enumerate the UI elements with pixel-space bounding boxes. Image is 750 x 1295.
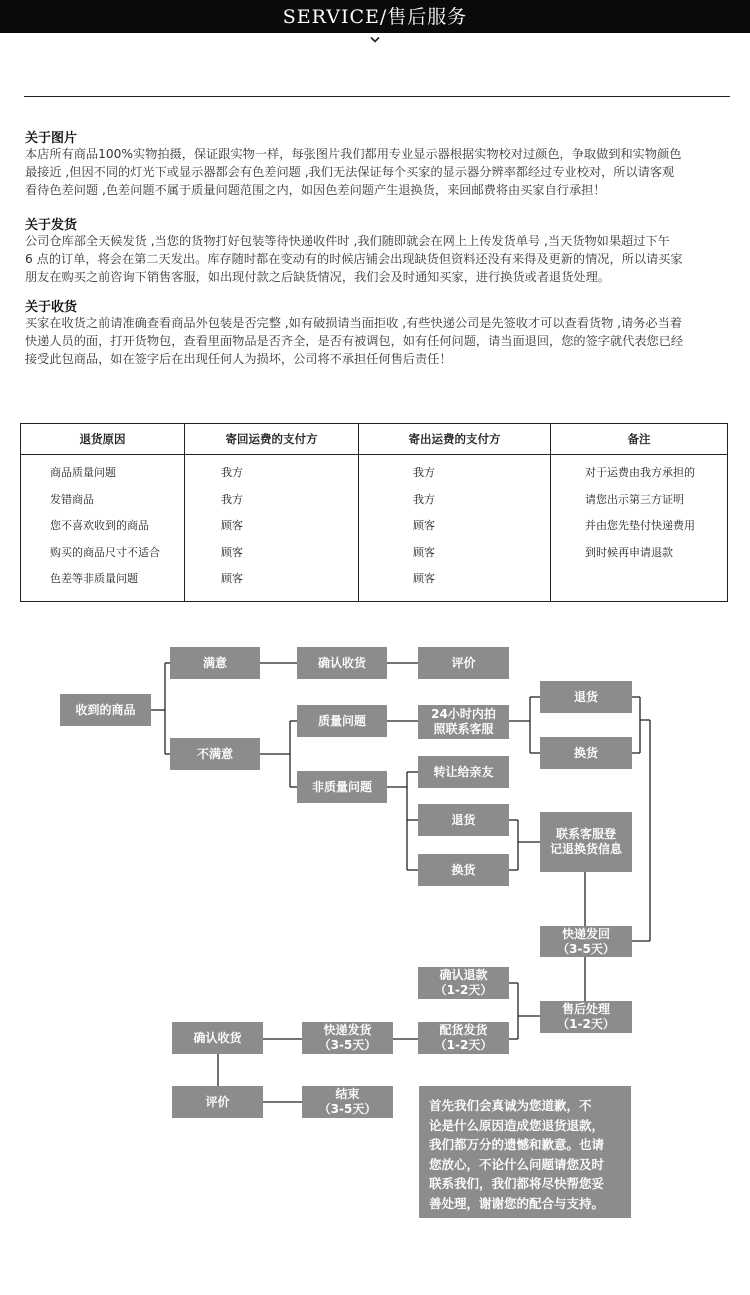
flow-box-exchange-b: 换货	[418, 854, 509, 886]
box-line: 配货发货	[439, 1023, 488, 1037]
cell-text: 请您出示第三方证明	[585, 492, 684, 506]
flow-box-reship	[418, 1022, 509, 1054]
box-line: （3-5天）	[318, 1038, 377, 1052]
flow-box-return-b: 退货	[418, 804, 509, 836]
box-line: 结束	[335, 1087, 360, 1101]
box-line: 记退换货信息	[549, 842, 622, 856]
box-line: 联系客服登	[555, 827, 616, 841]
note-line: 我们都万分的遗憾和歉意。也请	[429, 1137, 605, 1152]
box-line: （3-5天）	[318, 1102, 377, 1116]
box-line: 快递发回	[561, 926, 610, 941]
cell-text: 到时候再申请退款	[585, 545, 673, 559]
text-line: 本店所有商品100%实物拍摄，保证跟实物一样，每张图片我们都用专业显示器根据实物校对过颜色，争取做到和实物颜色	[25, 147, 682, 161]
cell-text: 商品质量问题	[50, 466, 116, 479]
box-line: （3-5天）	[557, 941, 615, 956]
cell-text: 顾客	[413, 519, 435, 532]
text-line: 公司仓库部全天候发货 ,当您的货物打好包装等待快递收件时 ,我们随即就会在网上上传发货单号 ,当天货物如果超过下午	[25, 234, 670, 248]
box-line: 照联系客服	[433, 722, 494, 736]
text-line: 看待色差问题 ,色差问题不属于质量问题范围之内，如因色差问题产生退换货，来回邮费将由买家自行承担！	[25, 183, 606, 197]
box-line: 确认退款	[439, 968, 488, 982]
flow-box-return-a: 退货	[540, 681, 632, 713]
cell-text: 并由您先垫付快递费用	[585, 519, 695, 532]
cell-text: 发错商品	[50, 492, 94, 506]
flow-box-confirm-receipt: 确认收货	[297, 647, 387, 679]
table-header: 寄出运费的支付方	[359, 424, 551, 455]
box-line: （1-2天）	[434, 1038, 493, 1052]
section-title-photos: 关于图片	[25, 131, 78, 146]
flow-box-finish	[302, 1086, 393, 1118]
text-line: 朋友在购买之前咨询下销售客服，如出现付款之后缺货情况，我们会及时通知买家，进行换货或者退货处理。	[25, 270, 610, 284]
flow-box-ship-back	[540, 926, 632, 957]
box-line: （1-2天）	[557, 1017, 615, 1031]
cell-text: 我方	[221, 492, 243, 506]
cell-text: 购买的商品尺寸不适合	[50, 545, 160, 559]
text-line: 6 点的订单，将会在第二天发出。库存随时都在变动有的时候店铺会出现缺货但资料还没有来得及更新的情况，所以请买家	[25, 252, 683, 266]
flow-box-after-sales	[540, 1001, 632, 1033]
text-line: 买家在收货之前请准确查看商品外包装是否完整 ,如有破损请当面拒收 ,有些快递公司是先签收才可以查看货物 ,请务必当着	[25, 316, 682, 330]
cell-text: 顾客	[221, 572, 243, 585]
text-line: 最接近 ,但因不同的灯光下或显示器都会有色差问题 ,我们无法保证每个买家的显示器分辨率都经过专业校对，所以请客观	[25, 165, 675, 179]
cell-text: 对于运费由我方承担的	[585, 466, 695, 479]
apology-note	[419, 1086, 631, 1218]
flow-box-unsatisfied: 不满意	[170, 738, 260, 770]
flow-box-transfer: 转让给亲友	[418, 756, 509, 788]
cell-text: 我方	[413, 466, 435, 479]
header-title: SERVICE/售后服务	[282, 6, 468, 28]
flow-box-contact-24h	[418, 705, 509, 739]
cell-text: 我方	[413, 492, 435, 506]
flow-box-contact-register	[540, 812, 632, 872]
cell-text: 顾客	[413, 572, 435, 585]
note-line: 论是什么原因造成您退货退款，	[429, 1117, 605, 1133]
cell-text: 顾客	[413, 545, 435, 559]
cell-text: 顾客	[221, 519, 243, 532]
flow-box-non-quality: 非质量问题	[297, 771, 387, 803]
flow-box-quality-issue: 质量问题	[297, 705, 387, 737]
box-line: 24小时内拍	[431, 707, 496, 721]
section-title-shipping: 关于发货	[25, 218, 78, 233]
cell-text: 顾客	[221, 545, 243, 559]
flow-box-review: 评价	[418, 647, 509, 679]
note-line: 首先我们会真诚为您道歉，不	[429, 1098, 592, 1113]
text-line: 快递人员的面，打开货物包，查看里面物品是否齐全，是否有被调包，如有任何问题，请当面退回，您的签字就代表您已经	[25, 334, 684, 348]
box-line: 快递发货	[323, 1023, 372, 1037]
cell-text: 您不喜欢收到的商品	[50, 519, 149, 532]
flow-box-review-2: 评价	[172, 1086, 263, 1118]
flow-box-confirm-receipt-2: 确认收货	[172, 1022, 263, 1054]
note-line: 您放心，不论什么问题请您及时	[429, 1156, 605, 1172]
flow-box-courier-delivery	[302, 1022, 393, 1054]
box-line: 售后处理	[561, 1002, 610, 1016]
table-header: 备注	[551, 424, 728, 455]
cell-text: 色差等非质量问题	[50, 572, 138, 585]
flow-box-received: 收到的商品	[60, 694, 151, 726]
box-line: （1-2天）	[434, 983, 493, 997]
note-line: 善处理，谢谢您的配合与支持。	[429, 1195, 605, 1211]
table-header: 退货原因	[21, 424, 185, 455]
text-line: 接受此包商品，如在签字后在出现任何人为损坏，公司将不承担任何售后责任！	[25, 352, 452, 366]
table-header: 寄回运费的支付方	[185, 424, 359, 455]
flow-box-confirm-refund	[418, 967, 509, 999]
section-title-receiving: 关于收货	[25, 300, 78, 315]
flow-box-exchange-a: 换货	[540, 737, 632, 769]
flow-box-satisfied: 满意	[170, 647, 260, 679]
note-line: 联系我们，我们都将尽快帮您妥	[429, 1176, 605, 1191]
cell-text: 我方	[221, 466, 243, 479]
